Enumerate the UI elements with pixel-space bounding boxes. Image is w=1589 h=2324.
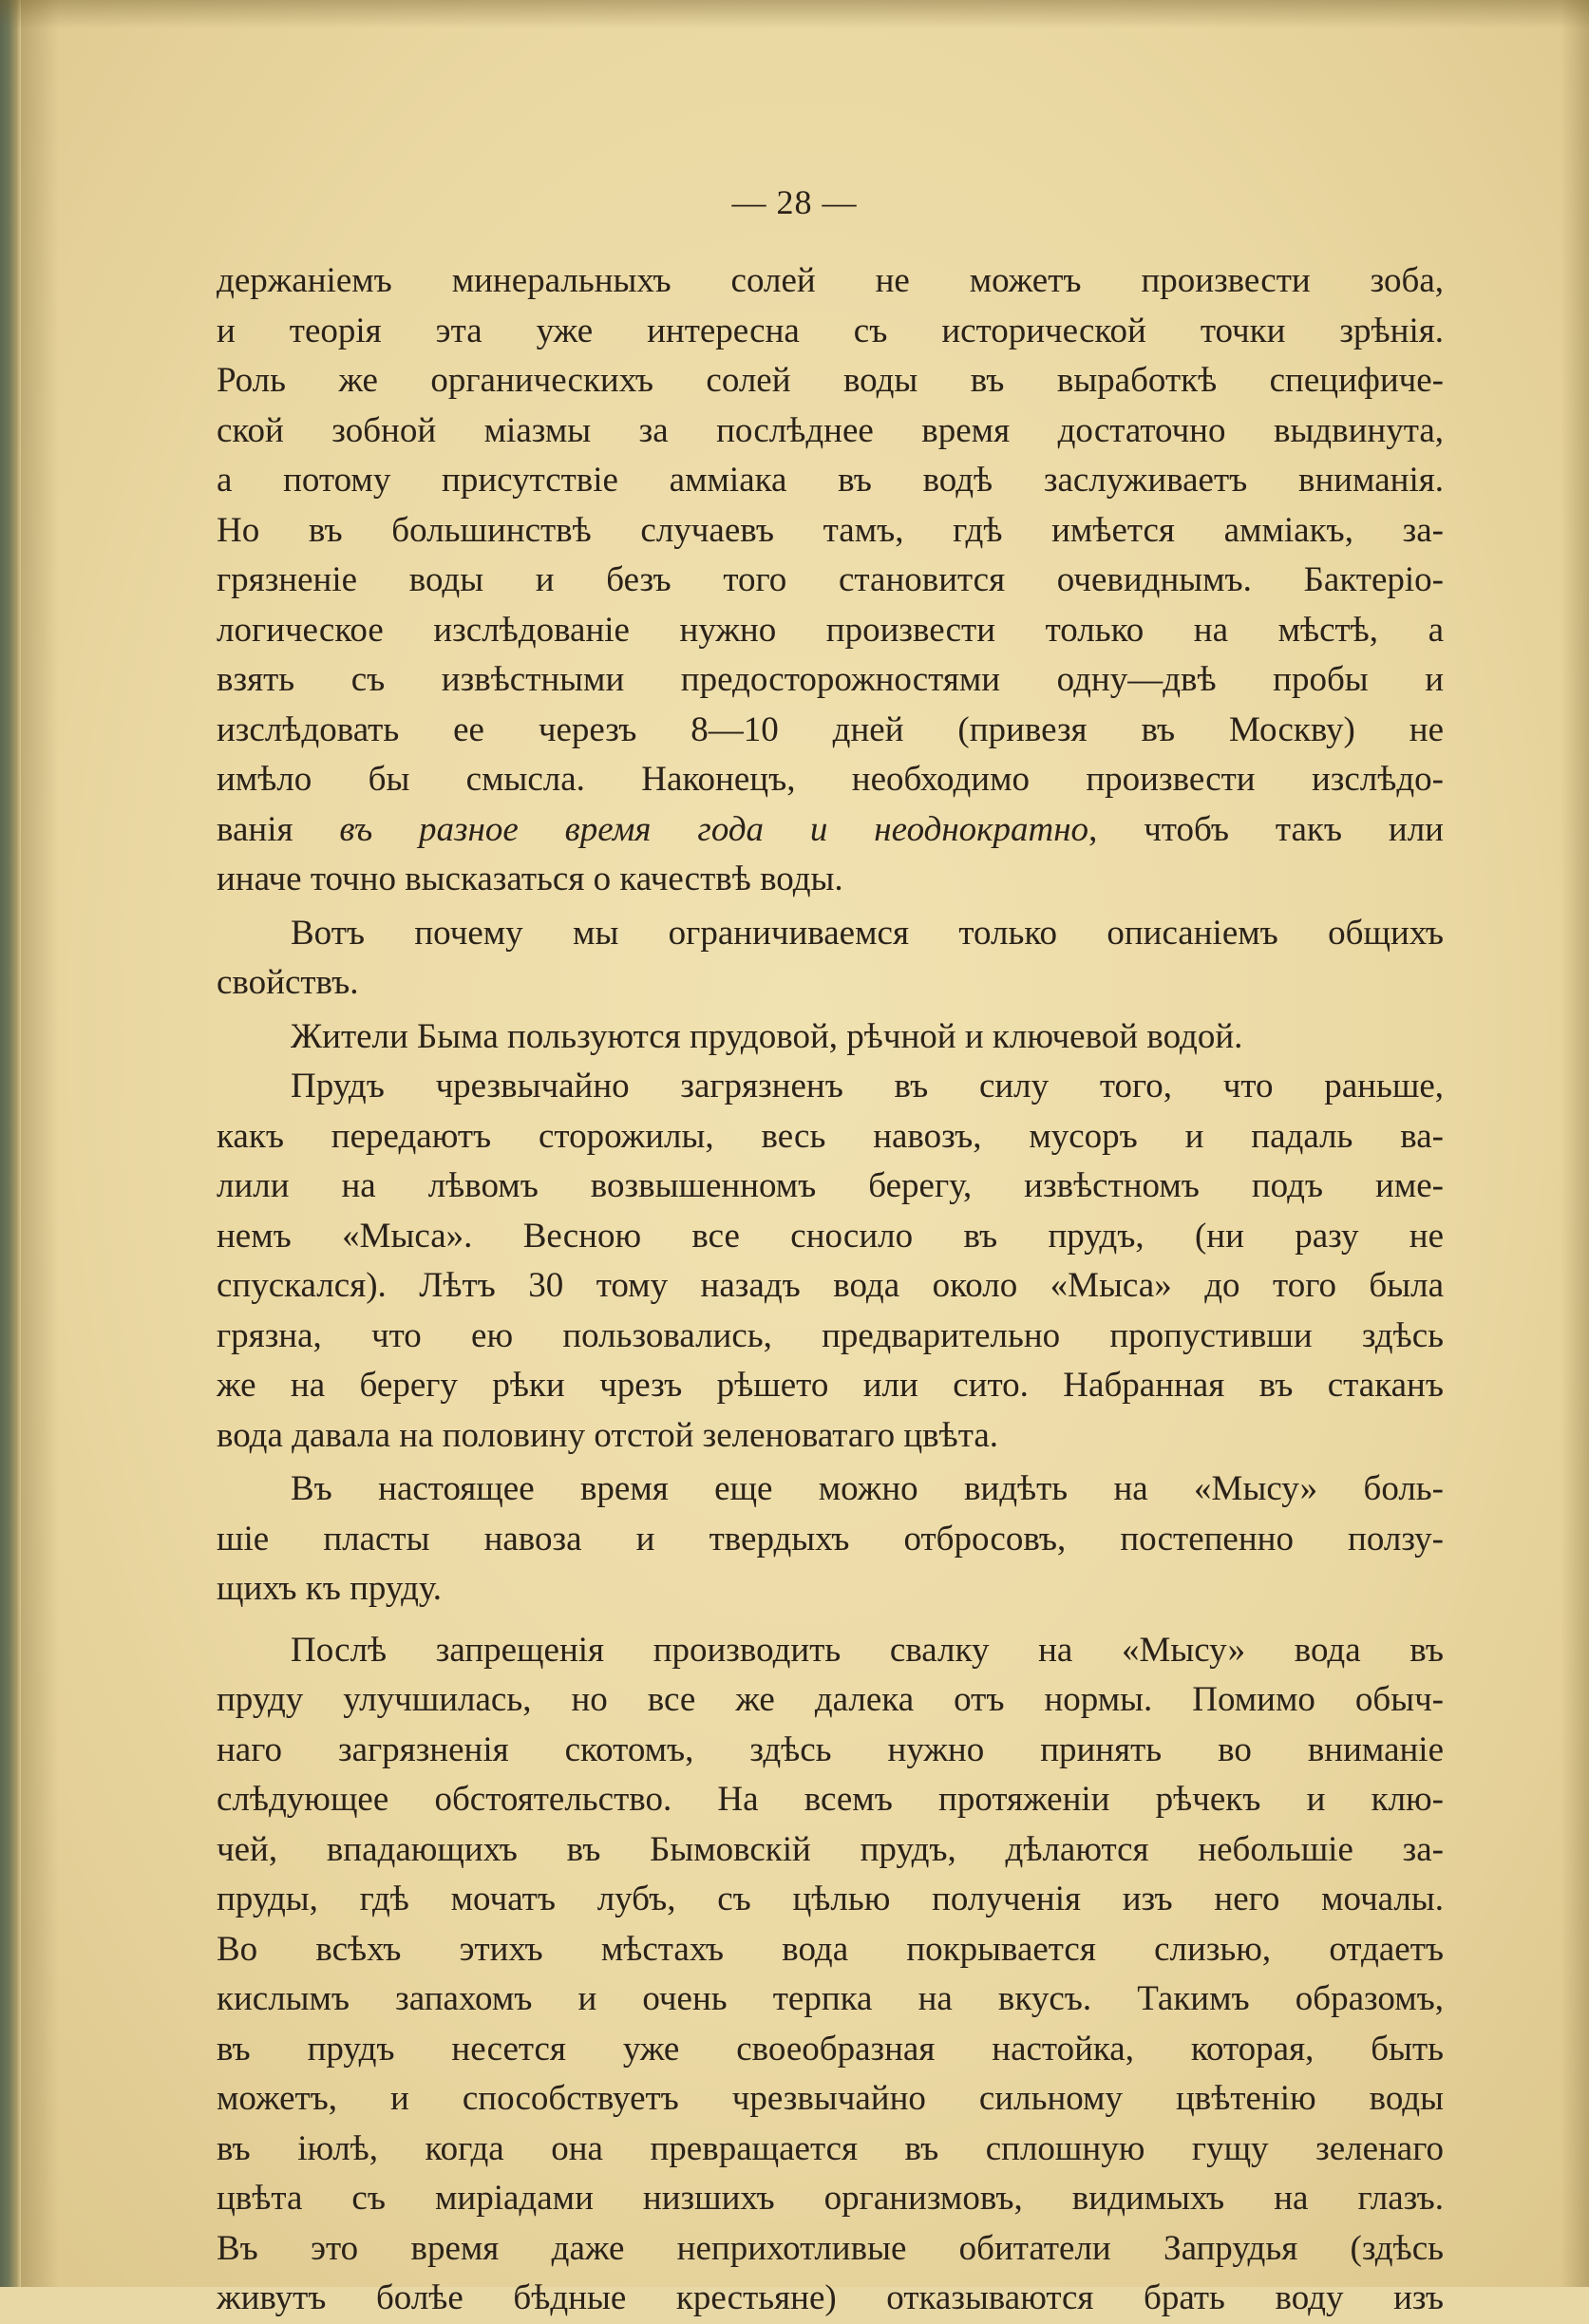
paragraph-2: [217, 909, 1444, 1009]
paragraph-1: [217, 256, 1444, 905]
text-line: Въ это время даже неприхотливые обитатели Запрудья (здѣсь: [217, 2228, 1444, 2268]
text-line: цвѣта съ миріадами низшихъ организмовъ, видимыхъ на глазъ.: [217, 2179, 1444, 2218]
text-line: Во всѣхъ этихъ мѣстахъ вода покрывается слизью, отдаетъ: [217, 1929, 1444, 1969]
text-line: спускался). Лѣтъ 30 тому назадъ вода около «Мыса» до того была: [217, 1266, 1444, 1305]
text-line: пруду улучшилась, но все же далека отъ нормы. Помимо обыч-: [217, 1680, 1444, 1719]
paragraph-4: [217, 1062, 1444, 1461]
text-line: Вотъ почему мы ограничиваемся только описаніемъ общихъ: [291, 913, 1444, 953]
text-line: въ прудъ несется уже своеобразная настойка, которая, быть: [217, 2029, 1444, 2069]
text-line: немъ «Мыса». Весною все сносило въ прудъ, (ни разу не: [217, 1216, 1444, 1256]
text-line: Прудъ чрезвычайно загрязненъ въ силу того, что раньше,: [291, 1067, 1444, 1105]
text-line: Послѣ запрещенія производить свалку на «Мысу» вода въ: [291, 1630, 1444, 1670]
right-page-edge: [1561, 0, 1589, 2287]
text-line: и теорія эта уже интересна съ исторической точки зрѣнія.: [217, 311, 1444, 350]
text-segment: ванія: [217, 809, 340, 849]
text-line: можетъ, и способствуетъ чрезвычайно сильному цвѣтенію воды: [217, 2079, 1444, 2118]
text-line: Роль же органическихъ солей воды въ выработкѣ специфиче-: [217, 361, 1444, 400]
text-line: а потому присутствіе амміака въ водѣ заслуживаетъ вниманія.: [217, 461, 1444, 500]
text-line: иначе точно высказаться о качествѣ воды.: [217, 860, 843, 898]
text-line: вода давала на половину отстой зеленоватаго цвѣта.: [217, 1415, 998, 1455]
paragraph-5: [217, 1464, 1444, 1615]
text-line: держаніемъ минеральныхъ солей не можетъ произвести зоба,: [217, 261, 1444, 300]
text-line: пруды, гдѣ мочатъ лубъ, съ цѣлью полученія изъ него мочалы.: [217, 1880, 1444, 1918]
text-line: наго загрязненія скотомъ, здѣсь нужно принять во вниманіе: [217, 1729, 1444, 1769]
text-line: Жители Быма пользуются прудовой, рѣчной и ключевой водой.: [291, 1016, 1243, 1056]
text-line: взять съ извѣстными предосторожностями одну—двѣ пробы и: [217, 660, 1444, 699]
italic-emphasis: въ разное время года и неоднократно: [339, 809, 1089, 849]
text-line: живутъ болѣе бѣдные крестьяне) отказываются брать воду изъ: [217, 2278, 1444, 2317]
book-binding-edge: [0, 0, 21, 2287]
text-line: грязна, что ею пользовались, предварительно пропустивши здѣсь: [217, 1315, 1444, 1355]
text-line-with-italic: [217, 805, 1444, 856]
paragraph-3: [217, 1012, 1444, 1063]
text-line: логическое изслѣдованіе нужно произвести только на мѣстѣ, а: [217, 610, 1444, 650]
binding-shadow: [21, 0, 59, 2287]
text-line: въ іюлѣ, когда она превращается въ сплошную гущу зеленаго: [217, 2128, 1444, 2168]
text-line: какъ передаютъ сторожилы, весь навозъ, мусоръ и падаль ва-: [217, 1116, 1444, 1156]
text-line: свойствъ.: [217, 963, 359, 1002]
text-line: слѣдующее обстоятельство. На всемъ протяженіи рѣчекъ и клю-: [217, 1780, 1444, 1819]
top-page-edge: [0, 0, 1589, 28]
text-line: изслѣдовать ее черезъ 8—10 дней (привезя въ Москву) не: [217, 709, 1444, 749]
text-segment: , чтобъ такъ или: [1088, 809, 1444, 849]
text-line: же на берегу рѣки чрезъ рѣшето или сито. Набранная въ стаканъ: [217, 1366, 1444, 1405]
text-line: ской зобной міазмы за послѣднее время достаточно выдвинута,: [217, 410, 1444, 450]
text-line: имѣло бы смысла. Наконецъ, необходимо произвести изслѣдо-: [217, 760, 1444, 799]
paragraph-6: [217, 1626, 1444, 2324]
text-line: Но въ большинствѣ случаевъ тамъ, гдѣ имѣется амміакъ, за-: [217, 510, 1444, 550]
text-line: грязненіе воды и безъ того становится очевиднымъ. Бактеріо-: [217, 560, 1444, 599]
text-line: Въ настоящее время еще можно видѣть на «Мысу» боль-: [291, 1469, 1444, 1508]
text-line: шіе пласты навоза и твердыхъ отбросовъ, постепенно ползу-: [217, 1519, 1444, 1559]
page-number: — 28 —: [731, 183, 858, 221]
text-line: кислымъ запахомъ и очень терпка на вкусъ. Такимъ образомъ,: [217, 1979, 1444, 2018]
text-line: чей, впадающихъ въ Бымовскій прудъ, дѣлаются небольшіе за-: [217, 1829, 1444, 1869]
text-line: щихъ къ пруду.: [217, 1569, 442, 1608]
text-line: лили на лѣвомъ возвышенномъ берегу, извѣстномъ подъ име-: [217, 1166, 1444, 1205]
body-text: [217, 256, 1444, 2324]
